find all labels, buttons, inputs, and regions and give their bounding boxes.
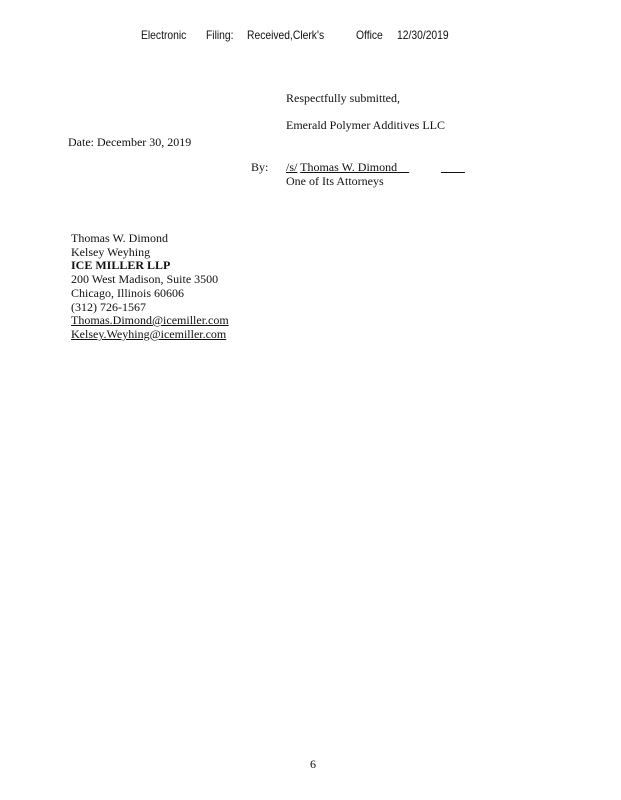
signature-rule (441, 172, 465, 173)
header-electronic: Electronic (141, 28, 187, 42)
header-filing: Filing: (206, 28, 234, 42)
header-date: 12/30/2019 (397, 28, 449, 42)
signature-blank (397, 160, 409, 174)
email-link-1[interactable]: Thomas.Dimond@icemiller.com (71, 313, 229, 327)
firm-city: Chicago, Illinois 60606 (71, 286, 184, 300)
counsel-name-1: Thomas W. Dimond (71, 231, 169, 245)
firm-phone: (312) 726-1567 (71, 300, 146, 314)
email-link-2[interactable]: Kelsey.Weyhing@icemiller.com (71, 327, 227, 341)
signature-prefix: /s/ (286, 160, 298, 174)
signer-name: Thomas W. Dimond (300, 160, 398, 174)
signer-role: One of Its Attorneys (286, 174, 384, 188)
respectfully-submitted: Respectfully submitted, (286, 91, 400, 105)
by-label: By: (251, 160, 269, 174)
page-number: 6 (310, 757, 316, 771)
date-line: Date: December 30, 2019 (68, 135, 192, 149)
header-received: Received,Clerk's (247, 28, 325, 42)
header-office: Office (356, 28, 383, 42)
signature-line (286, 160, 409, 175)
law-firm: ICE MILLER LLP (71, 258, 171, 272)
firm-street: 200 West Madison, Suite 3500 (71, 272, 219, 286)
counsel-name-2: Kelsey Weyhing (71, 245, 151, 259)
company-name: Emerald Polymer Additives LLC (286, 118, 445, 132)
